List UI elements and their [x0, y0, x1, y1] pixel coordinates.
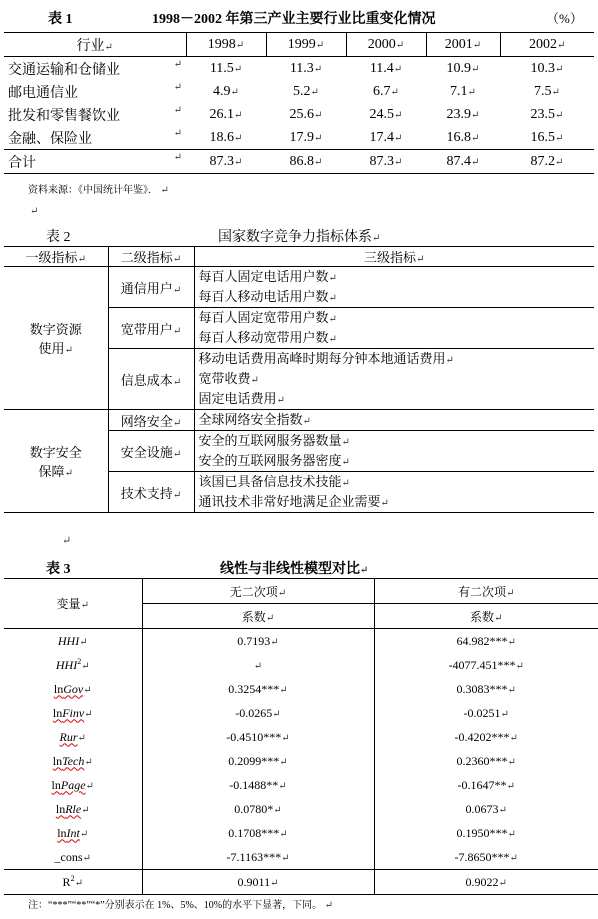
cell-value: 16.8↵ [446, 129, 480, 145]
table3-header-row [4, 579, 598, 604]
coef-with-quadratic: 0.3083***↵ [374, 677, 598, 701]
cell-value: 23.5↵ [530, 106, 564, 122]
table-row [4, 126, 594, 150]
table-row [4, 629, 598, 654]
variable-name: lnPage↵ [51, 777, 94, 792]
cell-value: 87.3↵ [186, 150, 266, 174]
cell-value: 87.3↵ [346, 150, 426, 174]
level2-cell: 技术支持↵ [108, 472, 194, 513]
coef-with-quadratic: 64.982***↵ [374, 629, 598, 654]
cell-value: 10.9↵ [446, 60, 480, 76]
variable-name: lnRle↵ [55, 801, 90, 816]
table-row [4, 57, 594, 81]
level1-cell: 数字资源 使用↵ [4, 267, 108, 410]
table-row [4, 749, 598, 773]
level2-cell: 安全设施↵ [108, 431, 194, 472]
cell-value: 5.2↵ [293, 83, 319, 99]
subheader-coefficient: 系数↵ [374, 604, 598, 629]
coef-with-quadratic: -0.4202***↵ [374, 725, 598, 749]
coef-with-quadratic: -0.0251↵ [374, 701, 598, 725]
cell-value: 11.3↵ [289, 60, 323, 76]
table1-label: 表 1 [48, 12, 73, 27]
industry-name: 批发和零售餐饮业 ↵ [8, 104, 182, 124]
table1-header-year: 2000↵ [346, 33, 426, 57]
table1-source-note: 资料来源：《中国统计年鉴》． ↵ [28, 185, 169, 196]
variable-name: _cons↵ [4, 845, 142, 870]
table3-title: 线性与非线性模型对比↵ [220, 562, 369, 577]
table3-note: 注：“***”“**”“*”分别表示在 1%、5%、10%的水平下显著，下同。 ↵ [28, 900, 334, 911]
variable-name: lnInt↵ [57, 825, 89, 840]
variable-name: lnGov↵ [53, 681, 92, 696]
level1-cell: 数字安全 保障↵ [4, 410, 108, 513]
industry-name: 交通运输和仓储业 ↵ [8, 58, 182, 78]
coef-with-quadratic: 0.0673↵ [374, 797, 598, 821]
paragraph-mark: ↵ [62, 535, 72, 547]
table-row [4, 677, 598, 701]
coef-with-quadratic: 0.2360***↵ [374, 749, 598, 773]
level3-cell: 移动电话费用高峰时期每分钟本地通话费用↵ 宽带收费↵ 固定电话费用↵ [194, 349, 594, 410]
total-label: 合计 ↵ [4, 150, 186, 174]
table3 [4, 578, 598, 895]
level2-cell: 信息成本↵ [108, 349, 194, 410]
coef-with-quadratic: -0.1647**↵ [374, 773, 598, 797]
r2-label: $R^2↵$ [4, 870, 142, 895]
table1-header-year: 2001↵ [426, 33, 500, 57]
coef-no-quadratic: 0.3254***↵ [142, 677, 374, 701]
cell-value: 25.6↵ [289, 106, 323, 122]
header-level3: 三级指标↵ [194, 247, 594, 267]
table-row [4, 410, 594, 431]
table-row [4, 103, 594, 126]
level3-cell: 安全的互联网服务器数量↵ 安全的互联网服务器密度↵ [194, 431, 594, 472]
industry-name: 金融、保险业 ↵ [8, 127, 182, 147]
cell-value: 16.5↵ [530, 129, 564, 145]
variable-name: lnTech↵ [52, 753, 93, 768]
cell-value: 7.5↵ [534, 83, 560, 99]
table-row [4, 797, 598, 821]
table2-title: 国家数字竞争力指标体系↵ [218, 230, 381, 245]
table1-header-row [4, 33, 594, 57]
cell-value: 17.9↵ [289, 129, 323, 145]
table-row [4, 845, 598, 870]
cell-value: 26.1↵ [209, 106, 243, 122]
table2-header-row [4, 247, 594, 267]
table2 [4, 246, 594, 513]
coef-with-quadratic: -4077.451***↵ [374, 653, 598, 677]
table1 [4, 32, 594, 174]
table3-label: 表 3 [46, 562, 71, 577]
cell-value: 11.5↵ [209, 60, 243, 76]
cell-value: 17.4↵ [369, 129, 403, 145]
table1-header-year: 2002↵ [500, 33, 594, 57]
coef-no-quadratic: 0.0780*↵ [142, 797, 374, 821]
cell-value: 24.5↵ [369, 106, 403, 122]
cell-value: 87.2↵ [500, 150, 594, 174]
header-with-quadratic: 有二次项↵ [374, 579, 598, 604]
header-level2: 二级指标↵ [108, 247, 194, 267]
variable-name: HHI↵ [57, 633, 88, 648]
table-row [4, 80, 594, 103]
r2-no-quadratic: 0.9011↵ [142, 870, 374, 895]
coef-no-quadratic: -7.1163***↵ [142, 845, 374, 870]
level3-cell: 每百人固定宽带用户数↵ 每百人移动宽带用户数↵ [194, 308, 594, 349]
variable-name: Rur↵ [59, 729, 86, 744]
cell-value: 23.9↵ [446, 106, 480, 122]
cell-value: 86.8↵ [266, 150, 346, 174]
coef-with-quadratic: -7.8650***↵ [374, 845, 598, 870]
cell-value: 11.4↵ [369, 60, 403, 76]
table3-r2-row [4, 870, 598, 895]
variable-name: lnFinv↵ [52, 705, 93, 720]
cell-value: 87.4↵ [426, 150, 500, 174]
header-level1: 一级指标↵ [4, 247, 108, 267]
coef-no-quadratic: -0.4510***↵ [142, 725, 374, 749]
r2-with-quadratic: 0.9022↵ [374, 870, 598, 895]
cell-value: 10.3↵ [530, 60, 564, 76]
level2-cell: 网络安全↵ [108, 410, 194, 431]
table1-header-year: 1999↵ [266, 33, 346, 57]
level3-cell: 每百人固定电话用户数↵ 每百人移动电话用户数↵ [194, 267, 594, 308]
header-no-quadratic: 无二次项↵ [142, 579, 374, 604]
level2-cell: 通信用户↵ [108, 267, 194, 308]
industry-name: 邮电通信业 ↵ [8, 81, 182, 101]
level3-cell: 全球网络安全指数↵ [194, 410, 594, 431]
cell-value: 18.6↵ [209, 129, 243, 145]
table1-title: 1998－2002 年第三产业主要行业比重变化情况 [152, 12, 436, 27]
level3-cell: 该国已具备信息技术技能↵ 通讯技术非常好地满足企业需要↵ [194, 472, 594, 513]
coef-no-quadratic: -0.1488**↵ [142, 773, 374, 797]
table-row [4, 701, 598, 725]
variable-name: HHI$^2$↵ [55, 657, 90, 672]
coef-no-quadratic: 0.7193↵ [142, 629, 374, 654]
table1-total-row [4, 150, 594, 174]
table2-label: 表 2 [46, 230, 71, 245]
table-row [4, 725, 598, 749]
paragraph-mark: ↵ [30, 206, 39, 217]
cell-value: 6.7↵ [373, 83, 399, 99]
cell-value: 7.1↵ [450, 83, 476, 99]
table-row [4, 773, 598, 797]
level2-cell: 宽带用户↵ [108, 308, 194, 349]
coef-no-quadratic: ↵ [142, 653, 374, 677]
coef-no-quadratic: 0.2099***↵ [142, 749, 374, 773]
header-variable: 变量↵ [4, 579, 142, 629]
coef-no-quadratic: 0.1708***↵ [142, 821, 374, 845]
cell-value: 4.9↵ [213, 83, 239, 99]
table1-header-year: 1998↵ [186, 33, 266, 57]
table-row [4, 267, 594, 308]
subheader-coefficient: 系数↵ [142, 604, 374, 629]
coef-with-quadratic: 0.1950***↵ [374, 821, 598, 845]
table-row [4, 653, 598, 677]
coef-no-quadratic: -0.0265↵ [142, 701, 374, 725]
table-row [4, 821, 598, 845]
table1-header-industry: 行业↵ [4, 33, 186, 57]
table1-unit: （%） [546, 11, 583, 26]
